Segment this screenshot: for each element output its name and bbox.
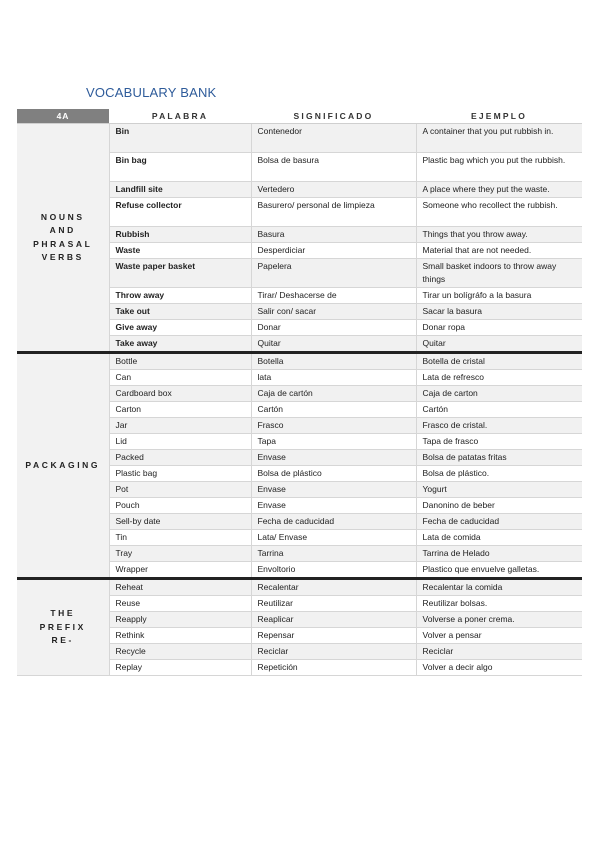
example-cell: Donar ropa bbox=[416, 320, 582, 336]
meaning-cell: Envase bbox=[251, 498, 416, 514]
meaning-cell: Bolsa de plástico bbox=[251, 466, 416, 482]
section-label: PACKAGING bbox=[17, 353, 109, 579]
example-cell: Danonino de beber bbox=[416, 498, 582, 514]
meaning-cell: Contenedor bbox=[251, 124, 416, 153]
example-cell: Recalentar la comida bbox=[416, 579, 582, 596]
term-cell: Rethink bbox=[109, 628, 251, 644]
term-cell: Sell-by date bbox=[109, 514, 251, 530]
meaning-cell: Quitar bbox=[251, 336, 416, 353]
example-cell: Quitar bbox=[416, 336, 582, 353]
term-cell: Rubbish bbox=[109, 227, 251, 243]
meaning-cell: lata bbox=[251, 370, 416, 386]
meaning-cell: Bolsa de basura bbox=[251, 153, 416, 182]
meaning-cell: Caja de cartón bbox=[251, 386, 416, 402]
example-cell: Reutilizar bolsas. bbox=[416, 596, 582, 612]
header-unit: 4A bbox=[17, 109, 109, 124]
example-cell: Frasco de cristal. bbox=[416, 418, 582, 434]
meaning-cell: Papelera bbox=[251, 259, 416, 288]
term-cell: Plastic bag bbox=[109, 466, 251, 482]
table-row bbox=[17, 353, 582, 370]
table-row bbox=[17, 579, 582, 596]
term-cell: Jar bbox=[109, 418, 251, 434]
meaning-cell: Repetición bbox=[251, 660, 416, 676]
example-cell: Material that are not needed. bbox=[416, 243, 582, 259]
meaning-cell: Desperdiciar bbox=[251, 243, 416, 259]
table-row bbox=[17, 124, 582, 153]
example-cell: Bolsa de plástico. bbox=[416, 466, 582, 482]
meaning-cell: Fecha de caducidad bbox=[251, 514, 416, 530]
term-cell: Reapply bbox=[109, 612, 251, 628]
meaning-cell: Reaplicar bbox=[251, 612, 416, 628]
example-cell: Yogurt bbox=[416, 482, 582, 498]
term-cell: Carton bbox=[109, 402, 251, 418]
term-cell: Wrapper bbox=[109, 562, 251, 579]
meaning-cell: Recalentar bbox=[251, 579, 416, 596]
example-cell: Volver a pensar bbox=[416, 628, 582, 644]
meaning-cell: Envase bbox=[251, 482, 416, 498]
term-cell: Landfill site bbox=[109, 182, 251, 198]
meaning-cell: Basura bbox=[251, 227, 416, 243]
example-cell: Someone who recollect the rubbish. bbox=[416, 198, 582, 227]
meaning-cell: Botella bbox=[251, 353, 416, 370]
term-cell: Replay bbox=[109, 660, 251, 676]
example-cell: Reciclar bbox=[416, 644, 582, 660]
term-cell: Cardboard box bbox=[109, 386, 251, 402]
term-cell: Give away bbox=[109, 320, 251, 336]
example-cell: Volverse a poner crema. bbox=[416, 612, 582, 628]
example-cell: Tarrina de Helado bbox=[416, 546, 582, 562]
term-cell: Pot bbox=[109, 482, 251, 498]
term-cell: Refuse collector bbox=[109, 198, 251, 227]
meaning-cell: Envase bbox=[251, 450, 416, 466]
example-cell: Lata de comida bbox=[416, 530, 582, 546]
vocabulary-body bbox=[17, 124, 582, 676]
term-cell: Waste paper basket bbox=[109, 259, 251, 288]
example-cell: Small basket indoors to throw away things bbox=[416, 259, 582, 288]
term-cell: Lid bbox=[109, 434, 251, 450]
vocabulary-table bbox=[17, 109, 582, 676]
section-label: NOUNS AND PHRASAL VERBS bbox=[17, 124, 109, 353]
meaning-cell: Lata/ Envase bbox=[251, 530, 416, 546]
header-significado: SIGNIFICADO bbox=[251, 109, 416, 124]
term-cell: Bottle bbox=[109, 353, 251, 370]
term-cell: Take out bbox=[109, 304, 251, 320]
term-cell: Recycle bbox=[109, 644, 251, 660]
example-cell: A container that you put rubbish in. bbox=[416, 124, 582, 153]
meaning-cell: Reutilizar bbox=[251, 596, 416, 612]
meaning-cell: Tirar/ Deshacerse de bbox=[251, 288, 416, 304]
term-cell: Reheat bbox=[109, 579, 251, 596]
meaning-cell: Frasco bbox=[251, 418, 416, 434]
term-cell: Tray bbox=[109, 546, 251, 562]
example-cell: Lata de refresco bbox=[416, 370, 582, 386]
example-cell: Cartón bbox=[416, 402, 582, 418]
example-cell: Plastico que envuelve galletas. bbox=[416, 562, 582, 579]
example-cell: Botella de cristal bbox=[416, 353, 582, 370]
meaning-cell: Repensar bbox=[251, 628, 416, 644]
example-cell: A place where they put the waste. bbox=[416, 182, 582, 198]
page-title: VOCABULARY BANK bbox=[86, 85, 217, 100]
section-label: THE PREFIX RE- bbox=[17, 579, 109, 676]
header-ejemplo: EJEMPLO bbox=[416, 109, 582, 124]
term-cell: Tin bbox=[109, 530, 251, 546]
example-cell: Tapa de frasco bbox=[416, 434, 582, 450]
meaning-cell: Salir con/ sacar bbox=[251, 304, 416, 320]
meaning-cell: Tapa bbox=[251, 434, 416, 450]
example-cell: Caja de carton bbox=[416, 386, 582, 402]
meaning-cell: Envoltorio bbox=[251, 562, 416, 579]
meaning-cell: Reciclar bbox=[251, 644, 416, 660]
term-cell: Bin bbox=[109, 124, 251, 153]
meaning-cell: Cartón bbox=[251, 402, 416, 418]
term-cell: Throw away bbox=[109, 288, 251, 304]
example-cell: Sacar la basura bbox=[416, 304, 582, 320]
example-cell: Plastic bag which you put the rubbish. bbox=[416, 153, 582, 182]
meaning-cell: Tarrina bbox=[251, 546, 416, 562]
example-cell: Things that you throw away. bbox=[416, 227, 582, 243]
term-cell: Waste bbox=[109, 243, 251, 259]
example-cell: Fecha de caducidad bbox=[416, 514, 582, 530]
table-header-row bbox=[17, 109, 582, 124]
meaning-cell: Vertedero bbox=[251, 182, 416, 198]
meaning-cell: Donar bbox=[251, 320, 416, 336]
term-cell: Can bbox=[109, 370, 251, 386]
term-cell: Reuse bbox=[109, 596, 251, 612]
term-cell: Take away bbox=[109, 336, 251, 353]
example-cell: Volver a decir algo bbox=[416, 660, 582, 676]
term-cell: Bin bag bbox=[109, 153, 251, 182]
meaning-cell: Basurero/ personal de limpieza bbox=[251, 198, 416, 227]
term-cell: Pouch bbox=[109, 498, 251, 514]
term-cell: Packed bbox=[109, 450, 251, 466]
example-cell: Bolsa de patatas fritas bbox=[416, 450, 582, 466]
header-palabra: PALABRA bbox=[109, 109, 251, 124]
example-cell: Tirar un bolígráfo a la basura bbox=[416, 288, 582, 304]
